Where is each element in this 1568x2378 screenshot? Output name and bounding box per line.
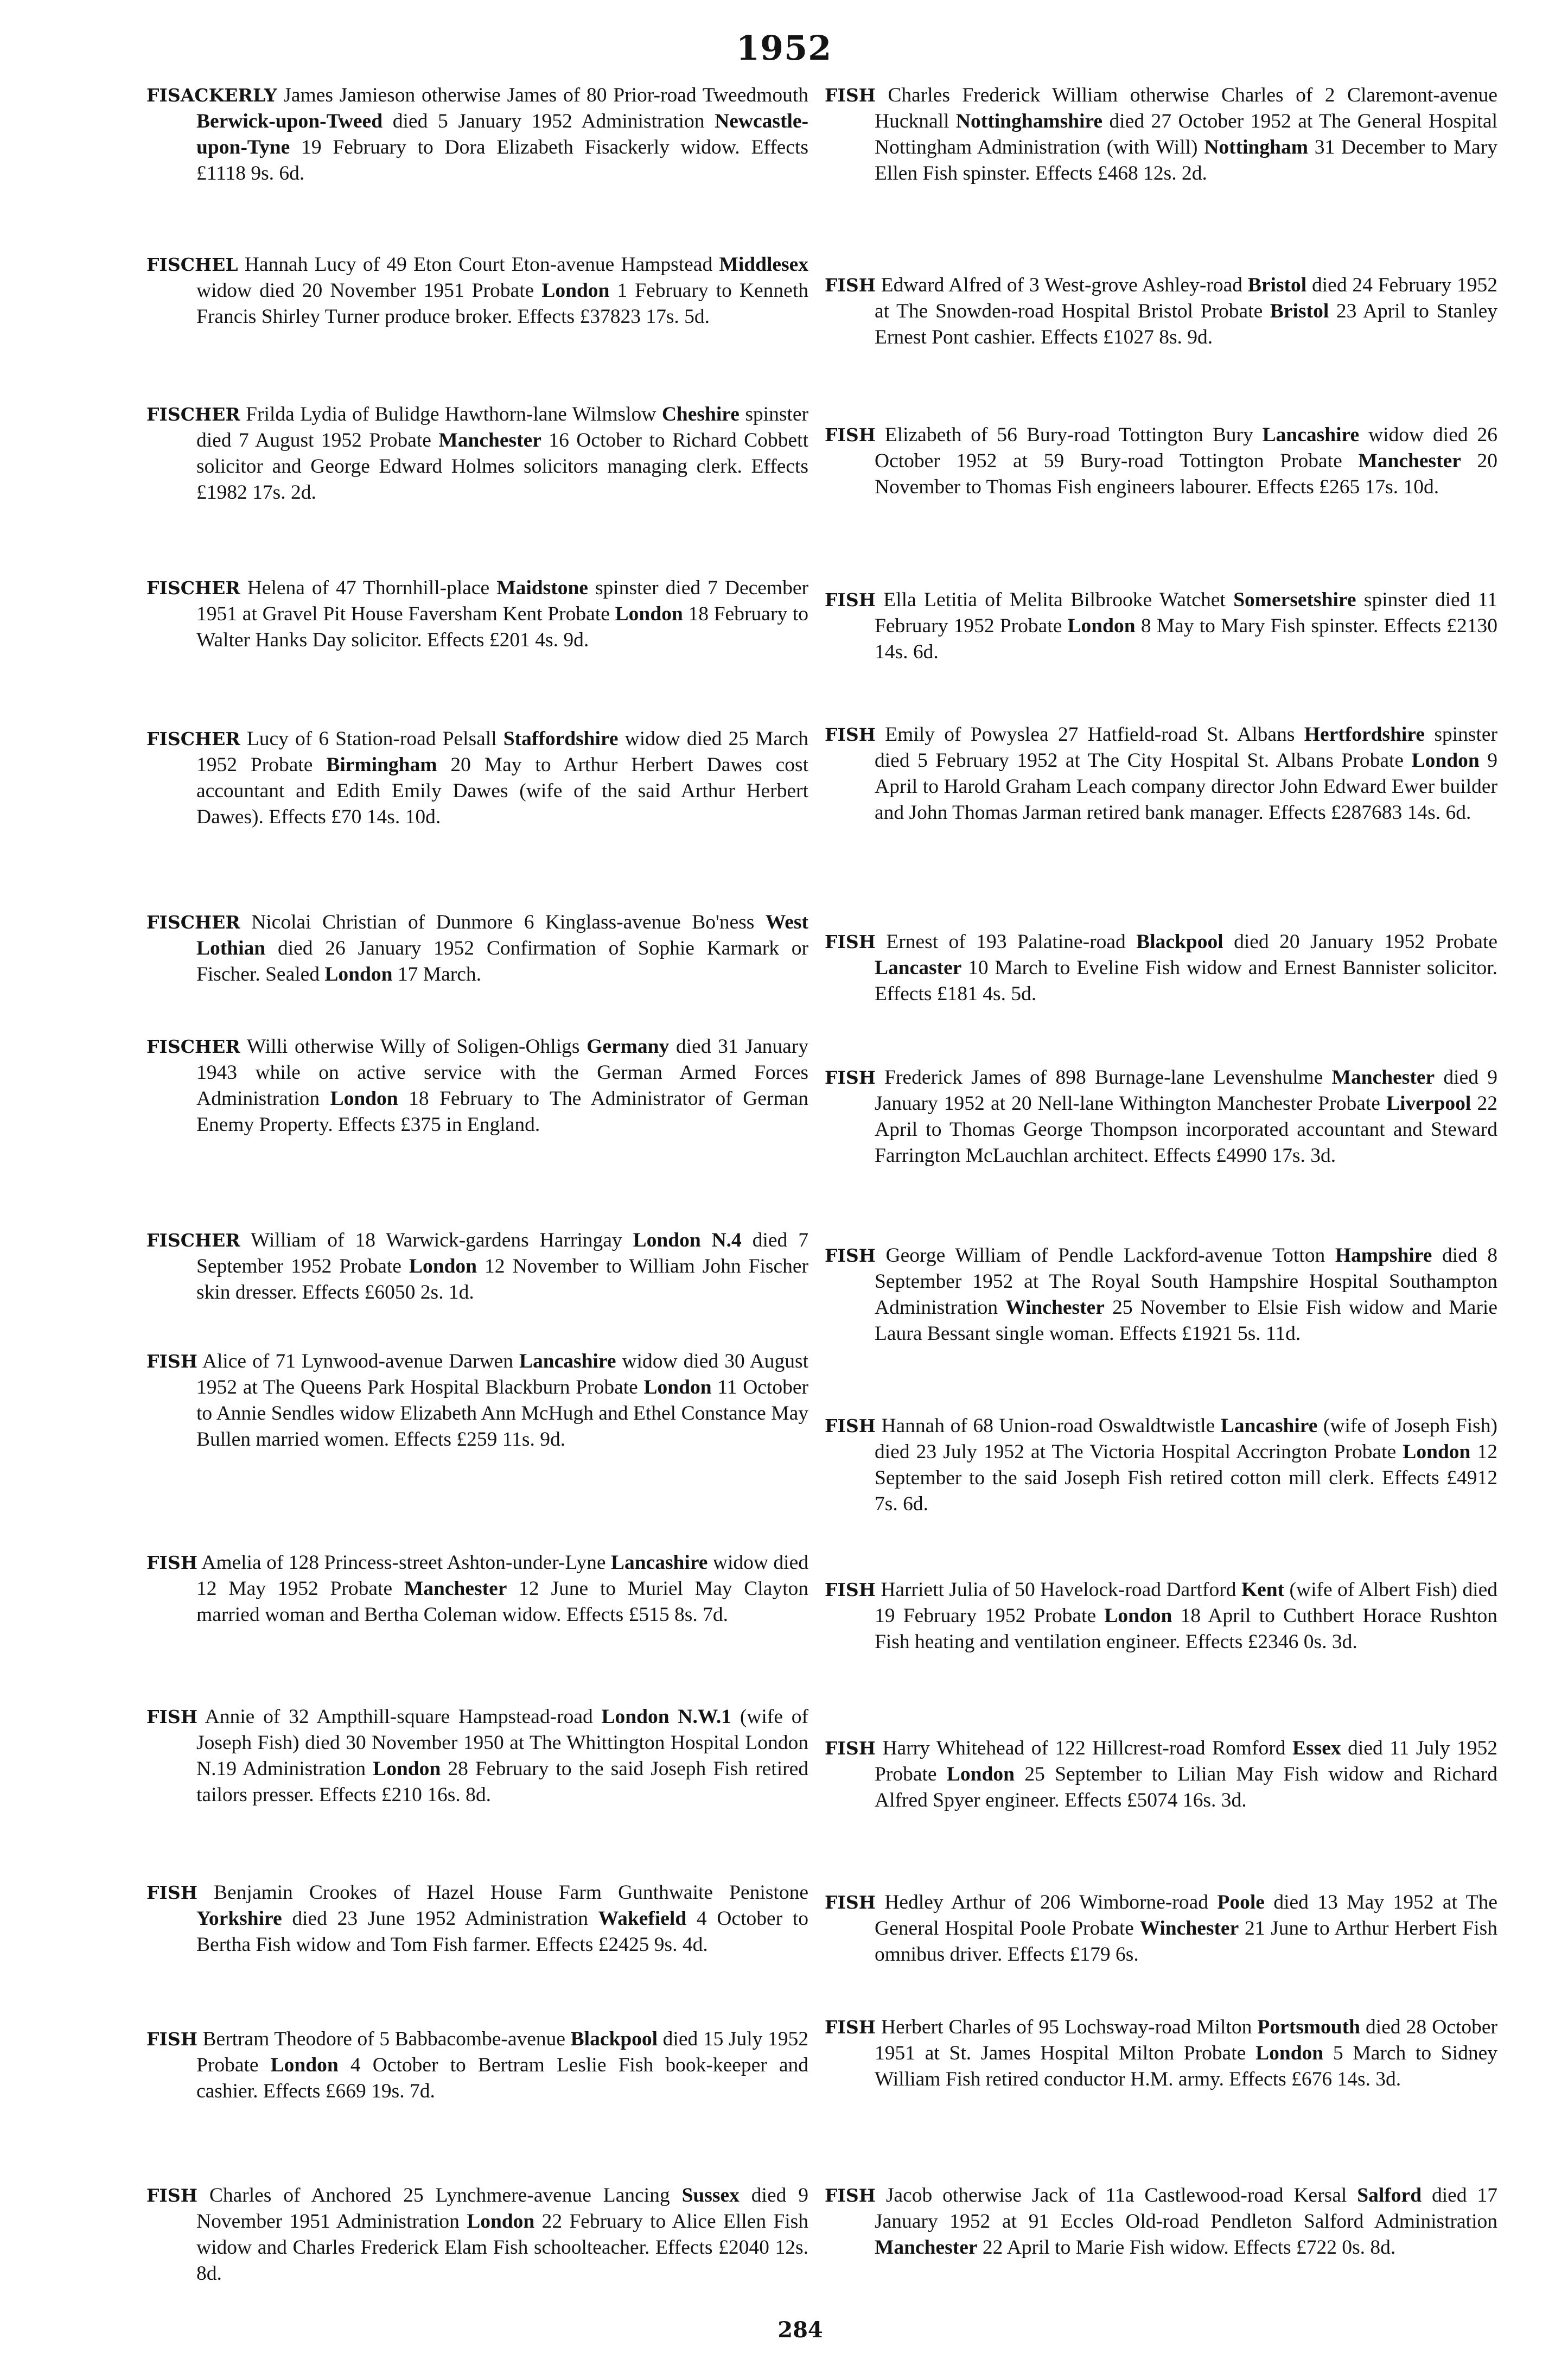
entry-place-bold: West Lothian — [196, 911, 808, 959]
page-year-header: 1952 — [736, 28, 832, 68]
probate-entry — [146, 402, 808, 506]
entry-text: spinster died 7 August 1952 Probate — [196, 403, 808, 452]
entry-place-bold: London — [409, 1255, 477, 1277]
entry-text: 4 October to Bertha Fish widow and Tom Fish farmer. Effects £2425 9s. 4d. — [196, 1908, 808, 1956]
probate-entry — [825, 272, 1497, 351]
entry-text: widow died 25 March 1952 Probate — [196, 728, 809, 776]
entry-text: 31 December to Mary Ellen Fish spinster. Effects £468 12s. 2d. — [875, 136, 1497, 185]
entry-text: 21 June to Arthur Herbert Fish omnibus driver. Effects £179 6s. — [875, 1917, 1498, 1966]
entry-place-bold: Manchester — [875, 2236, 978, 2259]
entry-text: Frederick James of 898 Burnage-lane Levenshulme — [884, 1066, 1332, 1089]
entry-surname: FISCHER — [146, 1230, 240, 1251]
entry-surname: FISH — [825, 275, 876, 296]
entry-place-bold: Cheshire — [661, 403, 740, 425]
entry-place-bold: Germany — [587, 1035, 670, 1058]
entry-text: 20 November to Thomas Fish engineers labourer. Effects £265 17s. 10d. — [875, 450, 1498, 498]
probate-entry — [146, 82, 808, 187]
entry-text: Hannah of 68 Union-road Oswaldtwistle — [881, 1415, 1221, 1437]
entry-place-bold: Poole — [1217, 1891, 1265, 1913]
entry-surname: FISH — [146, 1351, 197, 1372]
entry-place-bold: Wakefield — [598, 1908, 687, 1930]
entry-place-bold: Portsmouth — [1257, 2016, 1360, 2038]
entry-surname: FISCHEL — [146, 254, 238, 275]
entry-surname: FISH — [146, 1882, 197, 1903]
probate-entry — [146, 1228, 808, 1306]
entry-text: Frilda Lydia of Bulidge Hawthorn-lane Wilmslow — [246, 403, 662, 425]
entry-text: 25 November to Elsie Fish widow and Marie Laura Bessant single woman. Effects £1921 5s. 11d. — [875, 1296, 1497, 1345]
entry-text: 25 September to Lilian May Fish widow and Richard Alfred Spyer engineer. Effects £5074 16s. 3d. — [875, 1763, 1497, 1811]
entry-surname: FISACKERLY — [146, 85, 277, 106]
entry-text: Lucy of 6 Station-road Pelsall — [246, 728, 503, 750]
entry-place-bold: Bristol — [1270, 300, 1329, 322]
entry-text: widow died 12 May 1952 Probate — [196, 1552, 808, 1600]
entry-text: Helena of 47 Thornhill-place — [247, 577, 497, 599]
entry-surname: FISCHER — [146, 728, 240, 749]
entry-text: Nicolai Christian of Dunmore 6 Kinglass-avenue Bo'ness — [251, 911, 766, 933]
entry-place-bold: London — [1403, 1441, 1471, 1463]
probate-entry — [825, 1413, 1497, 1517]
entry-place-bold: London — [1104, 1605, 1172, 1627]
entry-text: 22 April to Thomas George Thompson incorporated accountant and Steward Farrington McLauchlan architect. Effects £4990 17s. 3d. — [875, 1092, 1498, 1167]
entry-place-bold: Lancashire — [610, 1552, 708, 1574]
entry-surname: FISH — [146, 2029, 197, 2050]
entry-text: 12 November to William John Fischer skin dresser. Effects £6050 2s. 1d. — [196, 1255, 808, 1304]
entry-text: 22 February to Alice Ellen Fish widow and Charles Frederick Elam Fish schoolteacher. Effects £2040 12s. 8d. — [196, 2210, 809, 2285]
entry-place-bold: London — [1411, 749, 1480, 772]
entry-text: 18 February to Walter Hanks Day solicitor. Effects £201 4s. 9d. — [196, 603, 808, 651]
entry-place-bold: Hampshire — [1335, 1244, 1432, 1267]
entry-place-bold: London N.4 — [633, 1229, 742, 1251]
entry-place-bold: Berwick-upon-Tweed — [196, 110, 383, 132]
entry-text: Elizabeth of 56 Bury-road Tottington Bury — [884, 424, 1263, 446]
entry-place-bold: London — [541, 279, 610, 302]
probate-entry — [146, 910, 808, 988]
entry-surname: FISH — [146, 1552, 197, 1573]
entry-text: died 15 July 1952 Probate — [196, 2028, 808, 2076]
entry-text: 10 March to Eveline Fish widow and Ernest Bannister solicitor. Effects £181 4s. 5d. — [875, 957, 1497, 1005]
probate-entry — [825, 1890, 1497, 1968]
entry-text: 16 October to Richard Cobbett solicitor and George Edward Holmes solicitors managing clerk. Effects £1982 17s. 2d. — [196, 429, 808, 504]
entry-surname: FISCHER — [146, 577, 240, 599]
entry-text: died 17 January 1952 at 91 Eccles Old-road Pendleton Salford Administration — [875, 2184, 1497, 2233]
probate-entry — [825, 722, 1497, 826]
entry-place-bold: Kent — [1241, 1579, 1285, 1601]
entry-text: 17 March. — [392, 963, 482, 985]
entry-text: Hannah Lucy of 49 Eton Court Eton-avenue Hampstead — [244, 253, 719, 276]
entry-text: died 31 January 1943 while on active service with the German Armed Forces Administration — [196, 1035, 809, 1110]
entry-place-bold: Manchester — [438, 429, 541, 452]
entry-surname: FISH — [825, 1579, 876, 1600]
entry-text: spinster died 11 February 1952 Probate — [875, 589, 1498, 637]
entry-text: (wife of Joseph Fish) died 23 July 1952 at The Victoria Hospital Accrington Probate — [875, 1415, 1498, 1463]
probate-entry — [146, 2183, 808, 2287]
probate-entry — [146, 575, 808, 653]
entry-text: died 11 July 1952 Probate — [875, 1737, 1497, 1785]
entry-text: died 26 January 1952 Confirmation of Sophie Karmark or Fischer. Sealed — [196, 937, 808, 985]
entry-place-bold: London — [373, 1758, 441, 1780]
entry-text: 1 February to Kenneth Francis Shirley Turner produce broker. Effects £37823 17s. 5d. — [196, 279, 808, 328]
entry-text: (wife of Albert Fish) died 19 February 1952 Probate — [875, 1579, 1498, 1627]
entry-place-bold: Birmingham — [326, 754, 437, 776]
entry-text: George William of Pendle Lackford-avenue Totton — [885, 1244, 1335, 1267]
probate-entry — [146, 252, 808, 330]
entry-place-bold: Manchester — [1358, 450, 1461, 472]
entry-text: 28 February to the said Joseph Fish retired tailors presser. Effects £210 16s. 8d. — [196, 1758, 808, 1806]
entry-place-bold: Manchester — [404, 1578, 507, 1600]
entry-text: 12 June to Muriel May Clayton married woman and Bertha Coleman widow. Effects £515 8s. 7d. — [196, 1578, 808, 1626]
entry-surname: FISH — [825, 1067, 876, 1088]
entry-text: 9 April to Harold Graham Leach company director John Edward Ewer builder and John Thomas Jarman retired bank manager. Effects £287683 14s. 6d. — [875, 749, 1497, 824]
entry-text: Jacob otherwise Jack of 11a Castlewood-road Kersal — [885, 2184, 1357, 2207]
entry-text: 18 April to Cuthbert Horace Rushton Fish heating and ventilation engineer. Effects £2346 0s. 3d. — [875, 1605, 1498, 1653]
entry-place-bold: Sussex — [681, 2184, 740, 2207]
probate-entry — [146, 1349, 808, 1453]
entry-surname: FISH — [825, 1245, 876, 1266]
entry-place-bold: London — [643, 1376, 712, 1398]
entry-text: 5 March to Sidney William Fish retired conductor H.M. army. Effects £676 14s. 3d. — [875, 2042, 1497, 2090]
entry-text: 19 February to Dora Elizabeth Fisackerly widow. Effects £1118 9s. 6d. — [196, 136, 808, 185]
entry-text: widow died 30 August 1952 at The Queens Park Hospital Blackburn Probate — [196, 1350, 808, 1398]
entry-text: died 7 September 1952 Probate — [196, 1229, 808, 1277]
probate-entry — [146, 1704, 808, 1808]
entry-surname: FISH — [825, 85, 876, 106]
entry-surname: FISH — [825, 589, 876, 611]
entry-text: Benjamin Crookes of Hazel House Farm Gunthwaite Penistone — [214, 1881, 808, 1904]
probate-entry — [825, 1735, 1497, 1814]
probate-entry — [825, 82, 1497, 187]
entry-text: Alice of 71 Lynwood-avenue Darwen — [202, 1350, 519, 1372]
entry-text: died 24 February 1952 at The Snowden-road Hospital Bristol Probate — [875, 274, 1498, 322]
entry-place-bold: London — [1255, 2042, 1324, 2064]
entry-place-bold: Yorkshire — [196, 1908, 282, 1930]
entry-text: William of 18 Warwick-gardens Harringay — [250, 1229, 633, 1251]
entry-text: died 13 May 1952 at The General Hospital Poole Probate — [875, 1891, 1497, 1940]
entry-text: (wife of Joseph Fish) died 30 November 1950 at The Whittington Hospital London N.19 Administration — [196, 1706, 808, 1780]
entry-place-bold: Nottinghamshire — [955, 110, 1103, 132]
entry-text: Ernest of 193 Palatine-road — [886, 931, 1137, 953]
entry-surname: FISCHER — [146, 404, 240, 425]
entry-surname: FISH — [825, 724, 876, 745]
entry-surname: FISH — [825, 2017, 876, 2038]
entry-text: Annie of 32 Ampthill-square Hampstead-road — [205, 1706, 602, 1728]
entry-place-bold: London — [324, 963, 393, 985]
entry-text: Harriett Julia of 50 Havelock-road Dartford — [881, 1579, 1241, 1601]
entry-text: died 20 January 1952 Probate — [1223, 931, 1498, 953]
entry-place-bold: Winchester — [1139, 1917, 1239, 1940]
entry-place-bold: Lancashire — [519, 1350, 616, 1372]
entry-place-bold: Somersetshire — [1233, 589, 1356, 611]
probate-entry — [825, 2014, 1497, 2093]
entry-surname: FISH — [825, 1738, 876, 1759]
entry-text: 20 May to Arthur Herbert Dawes cost accountant and Edith Emily Dawes (wife of the said Arthur Herbert Dawes). Effects £70 14s. 10d. — [196, 754, 808, 828]
entry-text: widow died 26 October 1952 at 59 Bury-road Tottington Probate — [875, 424, 1498, 472]
entry-place-bold: London — [946, 1763, 1015, 1785]
entry-surname: FISCHER — [146, 1036, 240, 1057]
entry-place-bold: Nottingham — [1204, 136, 1308, 158]
entry-surname: FISH — [825, 1415, 876, 1436]
entry-surname: FISH — [146, 2185, 197, 2206]
entry-text: died 9 November 1951 Administration — [196, 2184, 808, 2233]
entry-place-bold: Bristol — [1247, 274, 1307, 296]
entry-text: 8 May to Mary Fish spinster. Effects £2130 14s. 6d. — [875, 615, 1498, 663]
probate-entry — [146, 2026, 808, 2104]
entry-place-bold: London — [1067, 615, 1136, 637]
entry-place-bold: London — [270, 2054, 339, 2076]
entry-text: Willi otherwise Willy of Soligen-Ohligs — [246, 1035, 587, 1058]
entry-place-bold: Salford — [1357, 2184, 1422, 2207]
entry-place-bold: Essex — [1292, 1737, 1341, 1759]
entry-text: Amelia of 128 Princess-street Ashton-under-Lyne — [201, 1552, 611, 1574]
entry-place-bold: Liverpool — [1386, 1092, 1471, 1115]
entry-place-bold: Maidstone — [496, 577, 588, 599]
entry-surname: FISH — [825, 931, 876, 952]
entry-text: Hedley Arthur of 206 Wimborne-road — [884, 1891, 1218, 1913]
entry-text: 4 October to Bertram Leslie Fish book-keeper and cashier. Effects £669 19s. 7d. — [196, 2054, 808, 2102]
entry-text: died 8 September 1952 at The Royal South Hampshire Hospital Southampton Administration — [875, 1244, 1497, 1319]
entry-surname: FISH — [825, 1892, 876, 1913]
entry-place-bold: Lancashire — [1262, 424, 1360, 446]
entry-place-bold: London — [467, 2210, 535, 2233]
entry-text: Harry Whitehead of 122 Hillcrest-road Romford — [882, 1737, 1293, 1759]
entry-text: 11 October to Annie Sendles widow Elizabeth Ann McHugh and Ethel Constance May Bullen married women. Effects £259 11s. 9d. — [196, 1376, 808, 1451]
page-number: 284 — [777, 2317, 823, 2343]
entry-text: died 28 October 1951 at St. James Hospital Milton Probate — [875, 2016, 1497, 2064]
probate-entry — [146, 1550, 808, 1628]
entry-text: spinster died 7 December 1951 at Gravel Pit House Faversham Kent Probate — [196, 577, 808, 625]
entry-surname: FISH — [825, 424, 876, 446]
entry-text: 22 April to Marie Fish widow. Effects £722 0s. 8d. — [977, 2236, 1396, 2259]
entry-text: 18 February to The Administrator of German Enemy Property. Effects £375 in England. — [196, 1088, 809, 1136]
entry-place-bold: Manchester — [1331, 1066, 1435, 1089]
entry-place-bold: Staffordshire — [503, 728, 619, 750]
entry-place-bold: London — [330, 1088, 398, 1110]
entry-text: Edward Alfred of 3 West-grove Ashley-road — [881, 274, 1248, 296]
probate-entry — [825, 1243, 1497, 1347]
entry-place-bold: Middlesex — [719, 253, 809, 276]
entry-text: died 27 October 1952 at The General Hospital Nottingham Administration (with Will) — [875, 110, 1497, 158]
entry-surname: FISCHER — [146, 912, 240, 933]
entry-place-bold: Blackpool — [1136, 931, 1223, 953]
probate-entry — [146, 1880, 808, 1958]
entry-text: Emily of Powyslea 27 Hatfield-road St. Albans — [885, 723, 1304, 746]
probate-entry — [825, 1065, 1497, 1169]
entry-place-bold: Newcastle-upon-Tyne — [196, 110, 808, 158]
entry-text: widow died 20 November 1951 Probate — [196, 279, 542, 302]
probate-entry — [146, 726, 808, 830]
entry-place-bold: Lancaster — [875, 957, 962, 979]
probate-entry — [825, 2183, 1497, 2261]
entry-place-bold: Hertfordshire — [1304, 723, 1425, 746]
entry-text: Ella Letitia of Melita Bilbrooke Watchet — [883, 589, 1234, 611]
entry-text: 23 April to Stanley Ernest Pont cashier. Effects £1027 8s. 9d. — [875, 300, 1497, 348]
entry-text: died 5 January 1952 Administration — [383, 110, 715, 132]
probate-entry — [825, 587, 1497, 665]
entry-text: Bertram Theodore of 5 Babbacombe-avenue — [202, 2028, 571, 2050]
entry-place-bold: London — [615, 603, 683, 625]
entry-text: died 9 January 1952 at 20 Nell-lane Withington Manchester Probate — [875, 1066, 1497, 1115]
entry-text: spinster died 5 February 1952 at The City Hospital St. Albans Probate — [875, 723, 1497, 772]
probate-entry — [825, 1577, 1497, 1655]
entry-text: 12 September to the said Joseph Fish retired cotton mill clerk. Effects £4912 7s. 6d. — [875, 1441, 1498, 1515]
entry-text: Charles of Anchored 25 Lynchmere-avenue Lancing — [209, 2184, 682, 2207]
entry-place-bold: London N.W.1 — [601, 1706, 732, 1728]
probate-entry — [825, 929, 1497, 1007]
entry-place-bold: Winchester — [1005, 1296, 1105, 1319]
probate-entry — [825, 422, 1497, 500]
entry-surname: FISH — [146, 1706, 197, 1727]
entry-place-bold: Lancashire — [1220, 1415, 1318, 1437]
entry-place-bold: Blackpool — [570, 2028, 658, 2050]
probate-entry — [146, 1034, 808, 1138]
entry-text: died 23 June 1952 Administration — [282, 1908, 598, 1930]
entry-text: James Jamieson otherwise James of 80 Prior-road Tweedmouth — [283, 84, 808, 106]
entry-surname: FISH — [825, 2185, 876, 2206]
entry-text: Herbert Charles of 95 Lochsway-road Milton — [881, 2016, 1258, 2038]
entry-text: Charles Frederick William otherwise Charles of 2 Claremont-avenue Hucknall — [875, 84, 1497, 132]
